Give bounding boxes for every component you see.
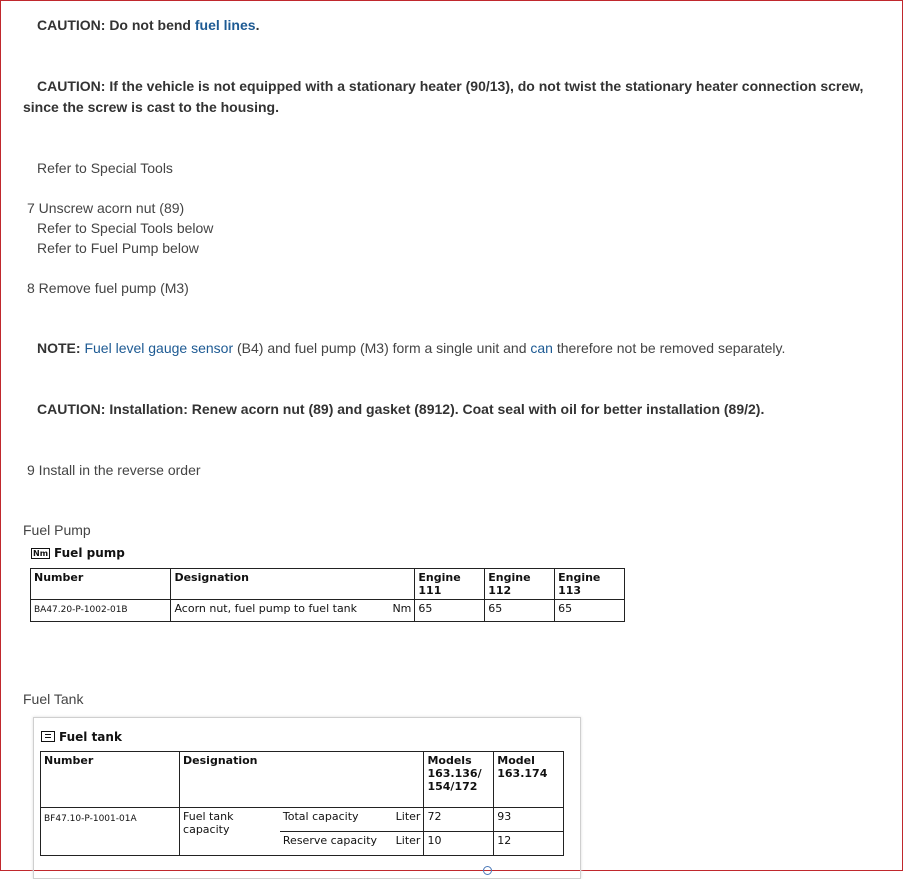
fuel-tank-caption xyxy=(41,730,122,744)
can-link[interactable]: can xyxy=(530,340,553,356)
header-engine-113: Engine 113 xyxy=(555,569,625,600)
cell-number: BA47.20-P-1002-01B xyxy=(31,600,171,622)
cell-model-value: 12 xyxy=(494,832,564,856)
fuel-pump-caption xyxy=(31,546,125,560)
note-label: NOTE: xyxy=(37,340,81,356)
caution-text: CAUTION: If the vehicle is not equipped with a stationary heater (90/13), do not twist the stationary heater connection screw, since the screw is cast to the housing. xyxy=(23,78,864,115)
header-number: Number xyxy=(41,752,180,808)
note xyxy=(37,338,785,358)
fuel-pump-section-title: Fuel Pump xyxy=(23,522,91,538)
caution-fuel-lines xyxy=(37,15,259,35)
caution-installation: CAUTION: Installation: Renew acorn nut (89) and gasket (8912). Coat seal with oil for better installation (89/2). xyxy=(37,401,765,417)
caution-suffix: . xyxy=(255,17,260,33)
refer-special-tools-below: Refer to Special Tools below xyxy=(37,220,214,236)
unit-text: Nm xyxy=(392,602,412,615)
cell-designation: Fuel tank capacity xyxy=(180,808,280,856)
header-engine-112: Engine 112 xyxy=(485,569,555,600)
caution-text: CAUTION: Do not bend xyxy=(37,17,195,33)
header-models-163-136: Models 163.136/ 154/172 xyxy=(424,752,494,808)
cell-models-value: 72 xyxy=(424,808,494,832)
torque-nm-icon: Nm xyxy=(33,549,49,558)
header-designation: Designation xyxy=(171,569,415,600)
cell-unit: Liter xyxy=(390,808,424,832)
step-9: 9 Install in the reverse order xyxy=(27,462,201,478)
cell-engine-113: 65 xyxy=(555,600,625,622)
fuel-tank-section-title: Fuel Tank xyxy=(23,691,84,707)
table-row xyxy=(41,808,564,832)
designation-text: Acorn nut, fuel pump to fuel tank xyxy=(174,602,358,615)
fuel-pump-table xyxy=(30,568,625,622)
header-number: Number xyxy=(31,569,171,600)
cell-models-value: 10 xyxy=(424,832,494,856)
note-text-end: therefore not be removed separately. xyxy=(552,340,786,356)
refer-fuel-pump-below: Refer to Fuel Pump below xyxy=(37,240,199,256)
step-8: 8 Remove fuel pump (M3) xyxy=(27,280,189,296)
cell-unit: Liter xyxy=(390,832,424,856)
header-engine-111: Engine 111 xyxy=(415,569,485,600)
header-designation: Designation xyxy=(180,752,424,808)
fuel-lines-link[interactable]: fuel lines xyxy=(194,17,256,33)
table-row xyxy=(31,600,625,622)
cell-reserve-capacity-label: Reserve capacity xyxy=(280,832,390,856)
caption-text: Fuel tank xyxy=(59,730,122,744)
fuel-level-gauge-sensor-link[interactable]: Fuel level gauge sensor xyxy=(84,340,234,356)
header-model-163-174: Model 163.174 xyxy=(494,752,564,808)
cell-number: BF47.10-P-1001-01A xyxy=(41,808,180,856)
capacity-icon xyxy=(41,731,55,742)
cell-model-value: 93 xyxy=(494,808,564,832)
caution-stationary-heater xyxy=(23,76,893,118)
note-text: (B4) and fuel pump (M3) form a single unit and xyxy=(233,340,531,356)
cell-total-capacity-label: Total capacity xyxy=(280,808,390,832)
cell-designation xyxy=(171,600,415,622)
step-7: 7 Unscrew acorn nut (89) xyxy=(27,200,185,216)
cell-engine-111: 65 xyxy=(415,600,485,622)
cell-engine-112: 65 xyxy=(485,600,555,622)
zoom-handle-icon[interactable] xyxy=(483,866,492,875)
fuel-tank-table xyxy=(40,751,564,856)
caption-text: Fuel pump xyxy=(54,546,125,560)
refer-special-tools: Refer to Special Tools xyxy=(37,160,173,176)
